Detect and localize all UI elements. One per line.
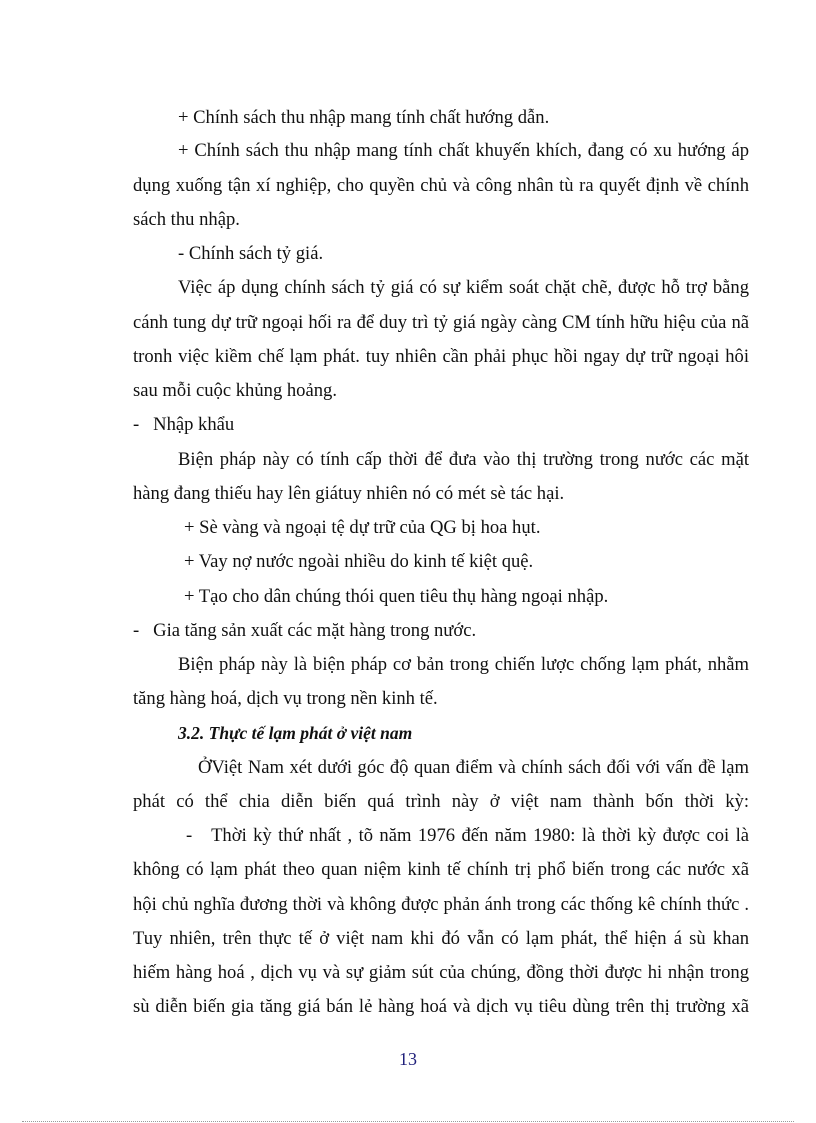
paragraph-line: Tuy nhiên, trên thực tế ở việt nam khi đó vẫn có lạm phát, thể hiện á sù khan (133, 928, 749, 949)
section-heading-3-2: 3.2. Thực tế lạm phát ở việt nam (178, 723, 413, 743)
paragraph-line: sù diễn biến gia tăng giá bán lẻ hàng hoá và dịch vụ tiêu dùng trên thị trường xã (133, 996, 749, 1017)
bullet-income-policy-guiding: + Chính sách thu nhập mang tính chất hướng dẫn. (178, 107, 550, 128)
bullet-period-one: - Thời kỳ thứ nhất , tõ năm 1976 đến năm 1980: là thời kỳ được coi là (186, 825, 749, 846)
paragraph-line: không có lạm phát theo quan niệm kinh tế chính trị phổ biến trong các nước xã (133, 859, 749, 880)
paragraph-line: phát có thể chia diễn biến quá trình này ở việt nam thành bốn thời kỳ: (133, 791, 749, 812)
paragraph-line: sau mỗi cuộc khủng hoảng. (133, 380, 337, 401)
paragraph-line: sách thu nhập. (133, 209, 240, 230)
paragraph-line: Biện pháp này có tính cấp thời để đưa vào thị trường trong nước các mặt (178, 449, 749, 470)
bullet-harm-foreign-debt: + Vay nợ nước ngoài nhiều do kinh tế kiệt quệ. (184, 551, 534, 572)
bullet-domestic-production: - Gia tăng sản xuất các mặt hàng trong nước. (133, 620, 477, 641)
page-bottom-divider (22, 1121, 794, 1122)
paragraph-line: tăng hàng hoá, dịch vụ trong nền kinh tế. (133, 688, 438, 709)
paragraph-line: hàng đang thiếu hay lên giátuy nhiên nó có mét sè tác hại. (133, 483, 565, 504)
bullet-imports: - Nhập khẩu (133, 414, 235, 435)
paragraph-line: Việc áp dụng chính sách tỷ giá có sự kiểm soát chặt chẽ, được hỗ trợ bằng (178, 277, 749, 298)
paragraph-line: hiếm hàng hoá , dịch vụ và sự giảm sút của chúng, đồng thời được hi nhận trong (133, 962, 749, 983)
bullet-harm-consumption-habit: + Tạo cho dân chúng thói quen tiêu thụ hàng ngoại nhập. (184, 586, 609, 607)
paragraph-line: tronh việc kiềm chế lạm phát. tuy nhiên cần phải phục hồi ngay dự trữ ngoại hôi (133, 346, 749, 367)
paragraph-line: cánh tung dự trữ ngoại hối ra để duy trì tỷ giá ngày càng CM tính hữu hiệu của nã (133, 312, 749, 333)
paragraph-line: dụng xuống tận xí nghiệp, cho quyền chủ và công nhân tù ra quyết định về chính (133, 175, 749, 196)
paragraph-line: hội chủ nghĩa đương thời và không được phản ánh trong các thống kê chính thức . (133, 894, 749, 915)
page-number: 13 (399, 1049, 417, 1069)
bullet-income-policy-encouraging: + Chính sách thu nhập mang tính chất khuyến khích, đang có xu hướng áp (178, 140, 749, 161)
paragraph-line: Biện pháp này là biện pháp cơ bản trong chiến lược chống lạm phát, nhằm (178, 654, 749, 675)
subheading-exchange-rate-policy: - Chính sách tỷ giá. (178, 243, 324, 264)
bullet-harm-reserves: + Sè vàng và ngoại tệ dự trữ của QG bị hoa hụt. (184, 517, 541, 538)
paragraph-line: ỞViệt Nam xét dưới góc độ quan điểm và chính sách đối với vấn đề lạm (198, 757, 749, 778)
